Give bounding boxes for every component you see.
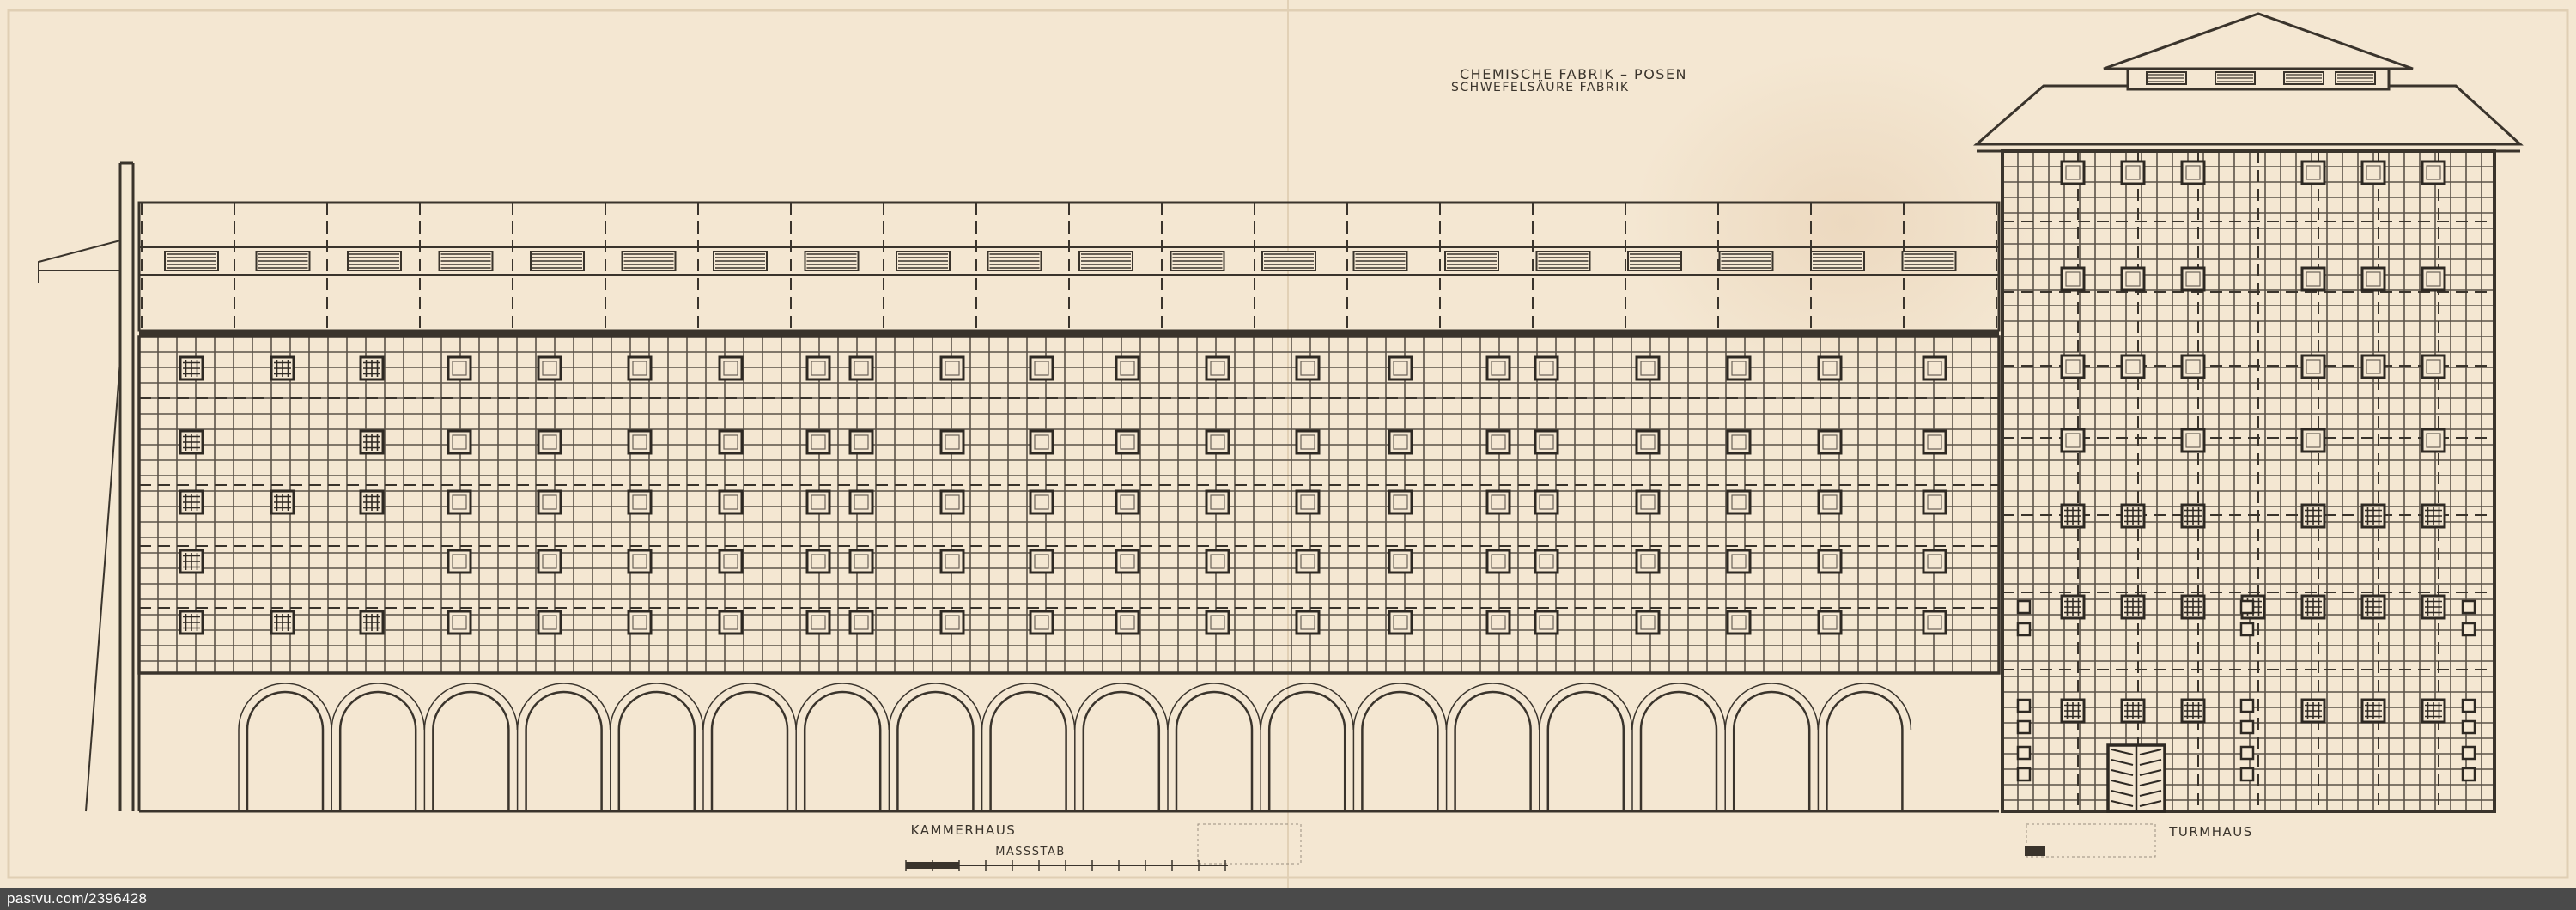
window (2062, 161, 2084, 184)
window (1116, 491, 1139, 513)
drawing-title: CHEMISCHE FABRIK – POSEN (1460, 66, 1688, 82)
window (1389, 431, 1412, 453)
window (538, 431, 561, 453)
watermark-bar (0, 888, 2576, 910)
window (1819, 431, 1841, 453)
window (2302, 429, 2324, 452)
window (2182, 268, 2204, 290)
stamp-mark (2025, 846, 2045, 856)
window (1297, 491, 1319, 513)
window (1487, 431, 1510, 453)
window (2422, 355, 2445, 378)
window (2422, 268, 2445, 290)
window (538, 357, 561, 379)
window (1819, 491, 1841, 513)
window (850, 431, 872, 453)
window (2302, 355, 2324, 378)
window (1297, 611, 1319, 634)
window (2422, 429, 2445, 452)
window (1116, 431, 1139, 453)
window (2122, 355, 2144, 378)
window (1535, 491, 1558, 513)
small-window (2241, 623, 2253, 635)
window (538, 611, 561, 634)
window (2182, 355, 2204, 378)
window (807, 357, 829, 379)
small-window (2463, 747, 2475, 759)
window (629, 491, 651, 513)
small-window (2463, 601, 2475, 613)
window (2182, 429, 2204, 452)
window (1206, 491, 1229, 513)
window (1297, 357, 1319, 379)
window (720, 431, 742, 453)
window (1637, 611, 1659, 634)
window (1535, 357, 1558, 379)
window (1637, 491, 1659, 513)
window (1819, 611, 1841, 634)
window (807, 431, 829, 453)
small-window (2241, 768, 2253, 780)
window (1206, 431, 1229, 453)
window (1923, 491, 1946, 513)
label-turmhaus: TURMHAUS (2169, 824, 2253, 840)
small-window (2018, 768, 2030, 780)
window (448, 491, 471, 513)
small-window (2463, 623, 2475, 635)
window (807, 611, 829, 634)
window (2182, 161, 2204, 184)
window (720, 550, 742, 573)
scale-label: MASSSTAB (995, 846, 1066, 858)
window (1389, 550, 1412, 573)
small-window (2018, 623, 2030, 635)
window (1030, 491, 1053, 513)
drawing-subtitle: SCHWEFELSÄURE FABRIK (1451, 81, 1630, 94)
window (1728, 550, 1750, 573)
window (1535, 611, 1558, 634)
window (1116, 611, 1139, 634)
window (941, 357, 963, 379)
small-window (2463, 768, 2475, 780)
window (2362, 355, 2385, 378)
window (2362, 268, 2385, 290)
small-window (2241, 721, 2253, 733)
window (1728, 491, 1750, 513)
window (1923, 357, 1946, 379)
window (1728, 357, 1750, 379)
window (807, 491, 829, 513)
window (1389, 611, 1412, 634)
window (1819, 357, 1841, 379)
window (850, 357, 872, 379)
window (1535, 550, 1558, 573)
window (1487, 357, 1510, 379)
window (1728, 611, 1750, 634)
label-kammerhaus: KAMMERHAUS (910, 822, 1017, 838)
window (1535, 431, 1558, 453)
window (629, 357, 651, 379)
window (1923, 550, 1946, 573)
window (720, 357, 742, 379)
window (1030, 357, 1053, 379)
small-window (2241, 601, 2253, 613)
window (1819, 550, 1841, 573)
window (941, 550, 963, 573)
window (629, 611, 651, 634)
window (1297, 550, 1319, 573)
window (1206, 611, 1229, 634)
window (629, 431, 651, 453)
window (2302, 268, 2324, 290)
small-window (2241, 747, 2253, 759)
window (807, 550, 829, 573)
window (1637, 431, 1659, 453)
small-window (2018, 700, 2030, 712)
window (1487, 491, 1510, 513)
window (2062, 429, 2084, 452)
window (2302, 161, 2324, 184)
window (448, 431, 471, 453)
window (1389, 357, 1412, 379)
window (850, 491, 872, 513)
window (1487, 550, 1510, 573)
window (1206, 550, 1229, 573)
small-window (2018, 747, 2030, 759)
window (1728, 431, 1750, 453)
window (2422, 161, 2445, 184)
small-window (2463, 700, 2475, 712)
window (1116, 550, 1139, 573)
scale-fill (906, 862, 959, 869)
small-window (2463, 721, 2475, 733)
window (941, 611, 963, 634)
tower-roof (1977, 86, 2520, 144)
window (2122, 268, 2144, 290)
small-window (2018, 601, 2030, 613)
window (2062, 268, 2084, 290)
window (1030, 431, 1053, 453)
window (538, 550, 561, 573)
window (720, 491, 742, 513)
window (720, 611, 742, 634)
window (941, 491, 963, 513)
window (1389, 491, 1412, 513)
window (1297, 431, 1319, 453)
window (941, 431, 963, 453)
window (1923, 611, 1946, 634)
window (629, 550, 651, 573)
window (850, 611, 872, 634)
window (538, 491, 561, 513)
window (1487, 611, 1510, 634)
window (448, 550, 471, 573)
small-window (2018, 721, 2030, 733)
window (2062, 355, 2084, 378)
window (1030, 611, 1053, 634)
window (1637, 357, 1659, 379)
window (448, 357, 471, 379)
window (2122, 161, 2144, 184)
small-window (2241, 700, 2253, 712)
window (1637, 550, 1659, 573)
window (448, 611, 471, 634)
window (2362, 161, 2385, 184)
watermark-text: pastvu.com/2396428 (7, 890, 148, 907)
window (1116, 357, 1139, 379)
window (1030, 550, 1053, 573)
window (1206, 357, 1229, 379)
window (850, 550, 872, 573)
window (1923, 431, 1946, 453)
